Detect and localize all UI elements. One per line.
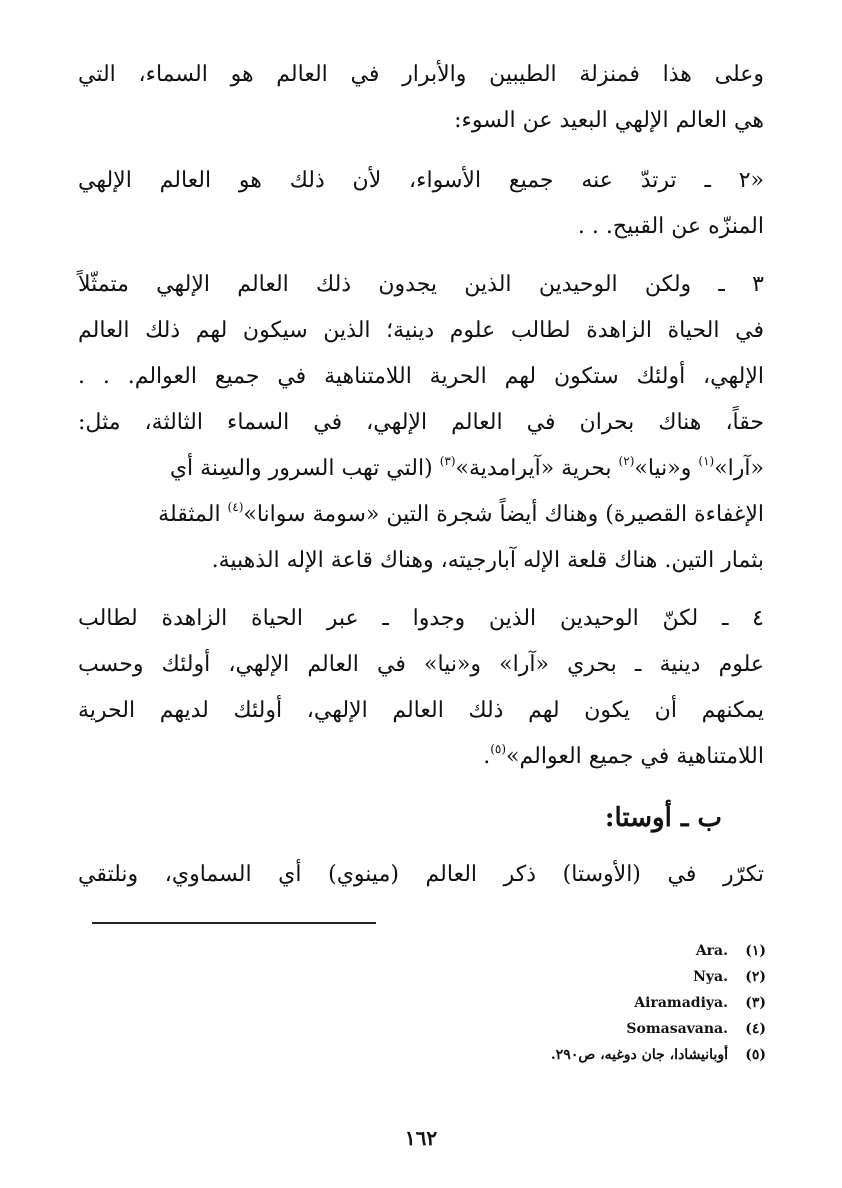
text-line: بثمار التين. هناك قلعة الإله آبارجيته، وهناك قاعة الإله الذهبية. xyxy=(211,548,764,573)
footnote-text: .Somasavana xyxy=(626,1021,728,1037)
footnote-text: .Ara xyxy=(695,943,728,959)
footnote xyxy=(626,1016,766,1042)
section-heading: ب ـ أوستا: xyxy=(604,803,722,833)
text-line: تكرّر في (الأوستا) ذكر العالم (مينوي) أي السماوي، ونلتقي xyxy=(78,862,764,887)
text-line-with-footnotes xyxy=(78,446,764,492)
text-line: حقاً، هناك بحران في العالم الإلهي، في السماء الثالثة، مثل: xyxy=(78,410,764,435)
text-fragment: و«نيا» xyxy=(634,456,699,481)
text-line-with-footnotes xyxy=(78,492,764,538)
footnote-number: (٥) xyxy=(745,1047,766,1063)
text-line: ٤ ـ لكنّ الوحيدين الذين وجدوا ـ عبر الحياة الزاهدة لطالب xyxy=(78,606,764,631)
footnote-ref: (٢) xyxy=(618,453,635,468)
text-line: هي العالم الإلهي البعيد عن السوء: xyxy=(454,108,764,133)
text-fragment: (التي تهب السرور والسِنة أي xyxy=(169,456,440,481)
text-line-with-footnotes xyxy=(483,734,764,780)
text-fragment: «آرا» xyxy=(714,456,764,481)
footnote xyxy=(696,938,766,964)
text-line: في الحياة الزاهدة لطالب علوم دينية؛ الذين سيكون لهم ذلك العالم xyxy=(78,318,764,343)
text-line: ٣ ـ ولكن الوحيدين الذين يجدون ذلك العالم الإلهي متمثّلاً xyxy=(78,272,764,297)
footnote-ref: (١) xyxy=(698,453,715,468)
footnote-separator xyxy=(92,922,376,924)
text-fragment: . xyxy=(483,744,491,769)
footnote-text: أوبانيشادا، جان دوغيه، ص٢٩٠. xyxy=(550,1047,728,1063)
footnote-number: (٤) xyxy=(745,1021,766,1037)
text-line: المنزّه عن القبيح. . . xyxy=(577,214,764,239)
text-line: وعلى هذا فمنزلة الطيبين والأبرار في العالم هو السماء، التي xyxy=(78,62,764,87)
text-line: الإلهي، أولئك ستكون لهم الحرية اللامتناهية في جميع العوالم. . . xyxy=(78,364,764,389)
footnote xyxy=(693,964,766,990)
text-fragment: المثقلة xyxy=(158,502,228,527)
footnote-number: (١) xyxy=(745,943,766,959)
footnote xyxy=(551,1042,766,1068)
page-number: ١٦٢ xyxy=(404,1126,438,1150)
footnote-ref: (٣) xyxy=(439,453,456,468)
text-fragment: بحرية «آيرامدية» xyxy=(455,456,619,481)
footnote-text: .Airamadiya xyxy=(634,995,728,1011)
text-fragment: الإغفاءة القصيرة) وهناك أيضاً شجرة التين «سومة سوانا» xyxy=(243,502,764,527)
footnote-text: .Nya xyxy=(693,969,728,985)
text-line: علوم دينية ـ بحري «آرا» و«نيا» في العالم الإلهي، أولئك وحسب xyxy=(78,652,764,677)
footnote-number: (٣) xyxy=(745,995,766,1011)
footnote xyxy=(634,990,766,1016)
footnote-ref: (٥) xyxy=(490,741,507,756)
text-line: يمكنهم أن يكون لهم ذلك العالم الإلهي، أولئك لديهم الحرية xyxy=(78,698,764,723)
footnote-ref: (٤) xyxy=(227,499,244,514)
footnote-number: (٢) xyxy=(745,969,766,985)
text-fragment: اللامتناهية في جميع العوالم» xyxy=(506,744,764,769)
text-line: «٢ ـ ترتدّ عنه جميع الأسواء، لأن ذلك هو العالم الإلهي xyxy=(78,168,764,193)
